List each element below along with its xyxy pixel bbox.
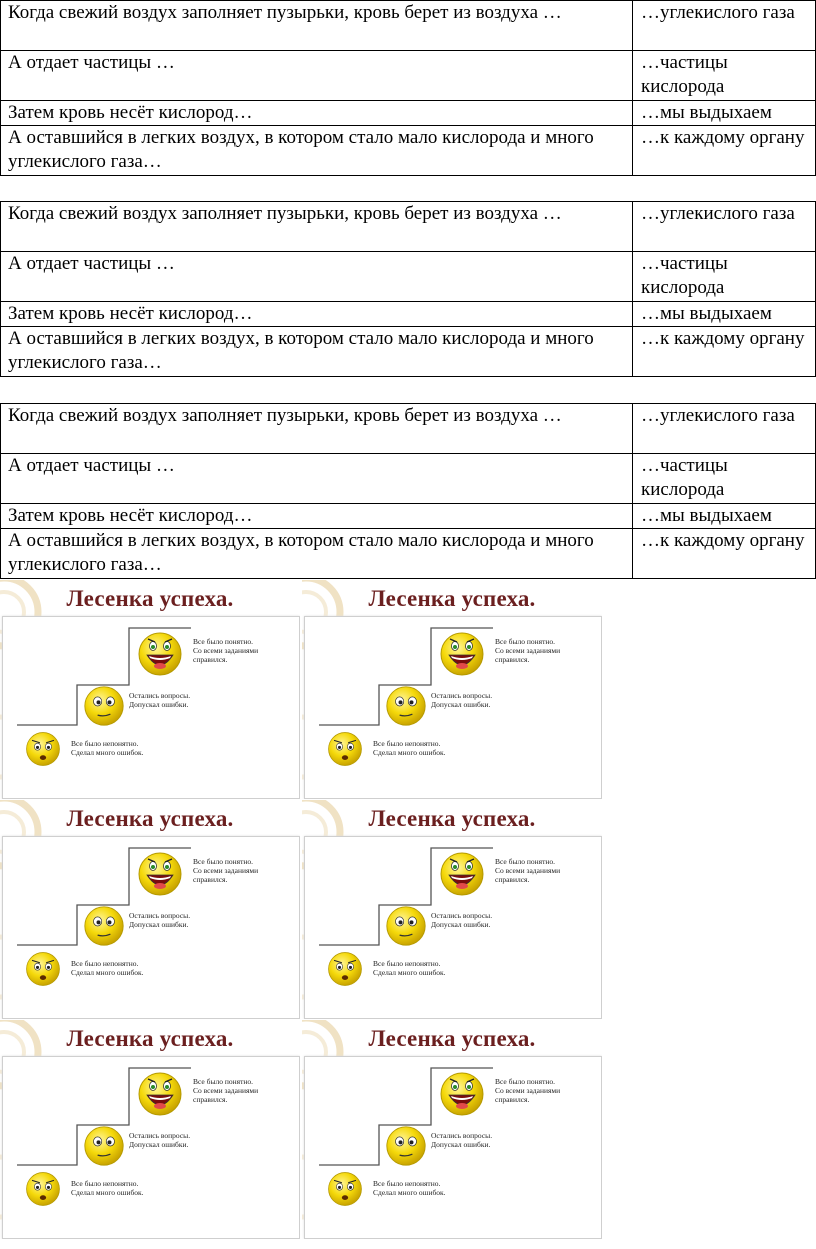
- neutral-smiley-icon: [385, 905, 427, 947]
- statement-cell: А оставшийся в легких воздух, в котором стало мало кислорода и много углекислого газа…: [1, 327, 633, 377]
- worried-smiley-icon: [25, 951, 61, 987]
- statement-cell: Когда свежий воздух заполняет пузырьки, кровь берет из воздуха …: [1, 404, 633, 454]
- answer-cell: …к каждому органу: [633, 126, 816, 176]
- answer-cell: …углекислого газа: [633, 404, 816, 454]
- card-title: Лесенка успеха.: [66, 1026, 234, 1051]
- card-title: Лесенка успеха.: [66, 806, 234, 831]
- laughing-smiley-icon: [137, 1071, 183, 1117]
- answer-cell: …мы выдыхаем: [633, 101, 816, 126]
- success-ladder-card: [302, 580, 602, 799]
- answer-cell: …углекислого газа: [633, 202, 816, 252]
- note-understood: Все было понятно. Со всеми заданиями справился.: [193, 857, 259, 884]
- statement-cell: Затем кровь несёт кислород…: [1, 101, 633, 126]
- ladder-panel: [2, 836, 300, 1019]
- matching-table-2: [0, 201, 816, 377]
- worried-smiley-icon: [327, 1171, 363, 1207]
- note-understood: Все было понятно. Со всеми заданиями справился.: [495, 857, 561, 884]
- worried-smiley-icon: [327, 951, 363, 987]
- neutral-smiley-icon: [83, 905, 125, 947]
- ladder-panel: [2, 1056, 300, 1239]
- statement-cell: А отдает частицы …: [1, 51, 633, 101]
- note-questions: Остались вопросы. Допускал ошибки.: [431, 911, 493, 929]
- neutral-smiley-icon: [385, 685, 427, 727]
- note-questions: Остались вопросы. Допускал ошибки.: [129, 911, 191, 929]
- statement-cell: А оставшийся в легких воздух, в котором стало мало кислорода и много углекислого газа…: [1, 126, 633, 176]
- note-understood: Все было понятно. Со всеми заданиями справился.: [495, 637, 561, 664]
- laughing-smiley-icon: [439, 1071, 485, 1117]
- note-questions: Остались вопросы. Допускал ошибки.: [431, 1131, 493, 1149]
- success-ladder-card: [0, 1020, 300, 1239]
- statement-cell: Затем кровь несёт кислород…: [1, 302, 633, 327]
- answer-cell: …углекислого газа: [633, 1, 816, 51]
- statement-cell: А отдает частицы …: [1, 454, 633, 504]
- success-ladder-card: [0, 800, 300, 1019]
- success-ladder-card: [0, 580, 300, 799]
- statement-cell: Затем кровь несёт кислород…: [1, 504, 633, 529]
- matching-table-1: [0, 0, 816, 176]
- note-not-understood: Все было непонятно. Сделал много ошибок.: [373, 739, 446, 757]
- success-ladder-card: [302, 800, 602, 1019]
- worried-smiley-icon: [25, 731, 61, 767]
- laughing-smiley-icon: [439, 631, 485, 677]
- note-not-understood: Все было непонятно. Сделал много ошибок.: [373, 1179, 446, 1197]
- ladder-panel: [304, 1056, 602, 1239]
- laughing-smiley-icon: [137, 851, 183, 897]
- statement-cell: Когда свежий воздух заполняет пузырьки, кровь берет из воздуха …: [1, 1, 633, 51]
- neutral-smiley-icon: [83, 685, 125, 727]
- card-title: Лесенка успеха.: [368, 1026, 536, 1051]
- worried-smiley-icon: [327, 731, 363, 767]
- note-understood: Все было понятно. Со всеми заданиями справился.: [495, 1077, 561, 1104]
- answer-cell: …частицы кислорода: [633, 454, 816, 504]
- laughing-smiley-icon: [439, 851, 485, 897]
- answer-cell: …частицы кислорода: [633, 51, 816, 101]
- answer-cell: …мы выдыхаем: [633, 302, 816, 327]
- neutral-smiley-icon: [385, 1125, 427, 1167]
- card-title: Лесенка успеха.: [368, 586, 536, 611]
- note-questions: Остались вопросы. Допускал ошибки.: [129, 1131, 191, 1149]
- neutral-smiley-icon: [83, 1125, 125, 1167]
- note-not-understood: Все было непонятно. Сделал много ошибок.: [71, 959, 144, 977]
- answer-cell: …к каждому органу: [633, 327, 816, 377]
- success-ladder-card: [302, 1020, 602, 1239]
- statement-cell: А оставшийся в легких воздух, в котором стало мало кислорода и много углекислого газа…: [1, 529, 633, 579]
- statement-cell: А отдает частицы …: [1, 252, 633, 302]
- note-questions: Остались вопросы. Допускал ошибки.: [431, 691, 493, 709]
- statement-cell: Когда свежий воздух заполняет пузырьки, кровь берет из воздуха …: [1, 202, 633, 252]
- note-not-understood: Все было непонятно. Сделал много ошибок.: [373, 959, 446, 977]
- worried-smiley-icon: [25, 1171, 61, 1207]
- card-title: Лесенка успеха.: [66, 586, 234, 611]
- ladder-panel: [2, 616, 300, 799]
- note-questions: Остались вопросы. Допускал ошибки.: [129, 691, 191, 709]
- note-understood: Все было понятно. Со всеми заданиями справился.: [193, 637, 259, 664]
- answer-cell: …к каждому органу: [633, 529, 816, 579]
- answer-cell: …мы выдыхаем: [633, 504, 816, 529]
- ladder-panel: [304, 836, 602, 1019]
- note-not-understood: Все было непонятно. Сделал много ошибок.: [71, 1179, 144, 1197]
- ladder-panel: [304, 616, 602, 799]
- laughing-smiley-icon: [137, 631, 183, 677]
- note-not-understood: Все было непонятно. Сделал много ошибок.: [71, 739, 144, 757]
- card-title: Лесенка успеха.: [368, 806, 536, 831]
- note-understood: Все было понятно. Со всеми заданиями справился.: [193, 1077, 259, 1104]
- matching-table-3: [0, 403, 816, 579]
- answer-cell: …частицы кислорода: [633, 252, 816, 302]
